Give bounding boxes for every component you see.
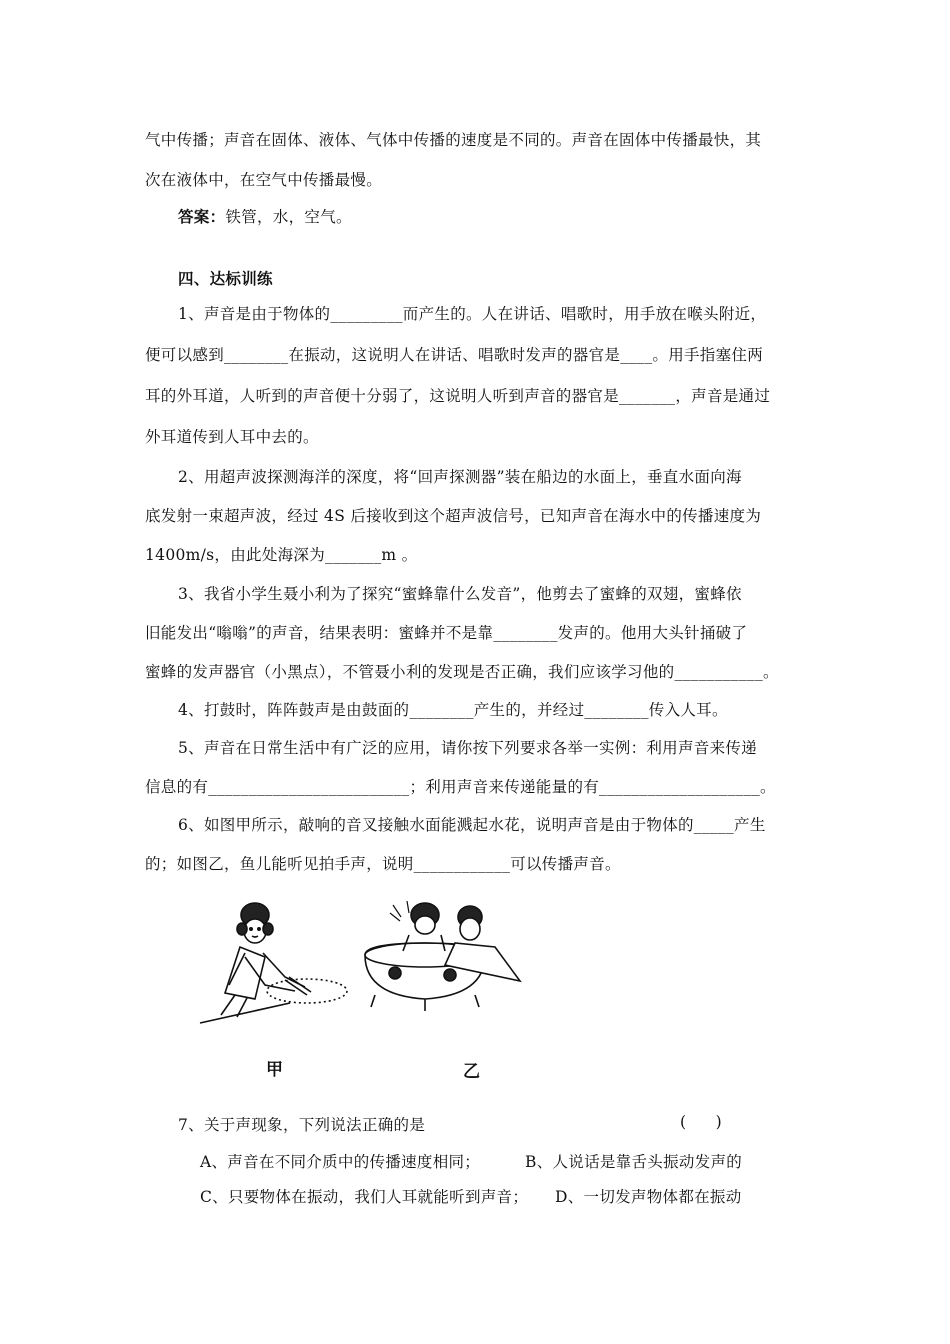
girl-tuning-fork-drawing: [200, 903, 347, 1023]
sound-illustration: [195, 895, 535, 1025]
q7-option-d: D、一切发声物体都在振动: [555, 1188, 742, 1206]
answer-line: [178, 205, 352, 227]
q1-line-2: 便可以感到________在振动，这说明人在讲话、唱歌时发声的器官是____。用手指塞住两: [145, 346, 764, 364]
intro-line-2: 次在液体中，在空气中传播最慢。: [145, 171, 383, 189]
answer-text: 铁管，水，空气。: [225, 208, 352, 226]
figure-label-b: 乙: [463, 1062, 480, 1082]
q1-line-1: 1、声音是由于物体的_________而产生的。人在讲话、唱歌时，用手放在喉头附近，: [178, 305, 767, 323]
q1-line-4: 外耳道传到人耳中去的。: [145, 428, 319, 446]
section-title: 四、达标训练: [178, 269, 273, 288]
q1-line-3: 耳的外耳道，人听到的声音便十分弱了，这说明人听到声音的器官是_______，声音是通过: [145, 387, 771, 405]
q7-option-c: C、只要物体在振动，我们人耳就能听到声音；: [200, 1188, 529, 1206]
q4-line-1: 4、打鼓时，阵阵鼓声是由鼓面的________产生的，并经过________传入人耳。: [178, 701, 728, 719]
q7-option-a: A、声音在不同介质中的传播速度相同；: [200, 1153, 481, 1171]
q3-line-1: 3、我省小学生聂小利为了探究“蜜蜂靠什么发音”，他剪去了蜜蜂的双翅，蜜蜂依: [178, 585, 742, 603]
q2-line-2: 底发射一束超声波，经过 4S 后接收到这个超声波信号，已知声音在海水中的传播速度为: [145, 507, 762, 525]
q3-line-2: 旧能发出“嗡嗡”的声音，结果表明：蜜蜂并不是靠________发声的。他用大头针捅破了: [145, 624, 748, 642]
fish-tank-children-drawing: [365, 901, 520, 1011]
q7-answer-bracket: ( ): [680, 1113, 722, 1131]
q7-stem: 7、关于声现象，下列说法正确的是: [178, 1116, 426, 1134]
q6-line-2: 的；如图乙，鱼儿能听见拍手声，说明____________可以传播声音。: [145, 855, 621, 873]
answer-label: 答案：: [178, 207, 226, 226]
q3-line-3: 蜜蜂的发声器官（小黑点），不管聂小利的发现是否正确，我们应该学习他的___________。: [145, 663, 779, 681]
q5-line-1: 5、声音在日常生活中有广泛的应用，请你按下列要求各举一实例：利用声音来传递: [178, 739, 757, 757]
intro-line-1: 气中传播；声音在固体、液体、气体中传播的速度是不同的。声音在固体中传播最快，其: [145, 131, 762, 149]
q2-line-3: 1400m/s，由此处海深为_______m 。: [145, 546, 418, 564]
q2-line-1: 2、用超声波探测海洋的深度，将“回声探测器”装在船边的水面上，垂直水面向海: [178, 468, 742, 486]
q5-line-2: 信息的有_________________________；利用声音来传递能量的有____________________。: [145, 778, 776, 796]
q7-option-b: B、人说话是靠舌头振动发声的: [525, 1153, 743, 1171]
figure-label-a: 甲: [266, 1060, 283, 1080]
q6-line-1: 6、如图甲所示，敲响的音叉接触水面能溅起水花，说明声音是由于物体的_____产生: [178, 816, 766, 834]
